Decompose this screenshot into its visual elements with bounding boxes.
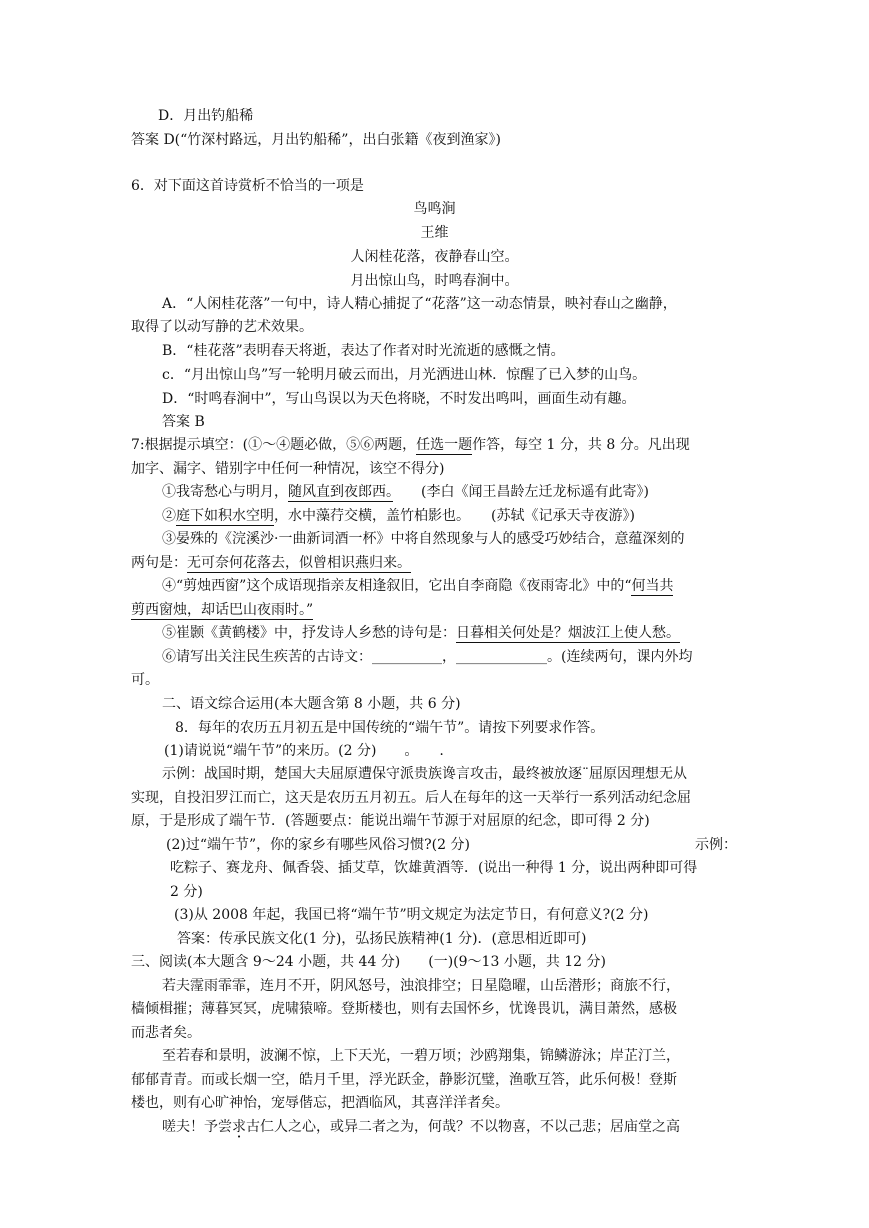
question-7-intro	[131, 435, 690, 455]
section-heading: 三、阅读(本大题含 9～24 小题，共 44 分) (一)(9～13 小题，共 12 分)	[131, 954, 606, 970]
fill-item-6: ⑥请写出关注民生疾苦的古诗文：__________，_____________。(连续两句，课内外均	[162, 649, 693, 665]
prompt-text: ②	[162, 508, 176, 524]
source-text: (李白《闻王昌龄左迁龙标遥有此寄》)	[393, 484, 649, 500]
option-d: D．月出钓船稀	[158, 108, 254, 124]
answer-text: 答案 D(“竹深村路远，月出钓船稀”，出白张籍《夜到渔家》)	[131, 132, 501, 148]
intro-part: 作答，每空 1 分，共 8 分。凡出现	[472, 437, 690, 453]
prompt-text: ⑤崔颢《黄鹤楼》中，抒发诗人乡愁的诗句是：	[162, 625, 456, 641]
passage-text	[162, 1117, 680, 1137]
option-c: c．“月出惊山鸟”写一轮明月破云而出，月光洒进山林．惊醒了已入梦的山鸟。	[162, 367, 647, 383]
passage-text: 樯倾楫摧；薄暮冥冥，虎啸猿啼。登斯楼也，则有去国怀乡，忧谗畏讥，满目萧然，感极	[131, 1001, 677, 1017]
example-label: 示例：	[695, 837, 737, 853]
source-text: ，水中藻荇交横，盖竹柏影也。 (苏轼《记承天寺夜游》)	[274, 508, 635, 524]
choose-one-emphasis: 任选一题	[416, 437, 473, 453]
option-a-cont: 取得了以动写静的艺术效果。	[131, 319, 313, 335]
example-text: 2 分)	[170, 884, 203, 900]
passage-text: 至若春和景明，波澜不惊，上下天光，一碧万顷；沙鸥翔集，锦鳞游泳；岸芷汀兰，	[162, 1048, 680, 1064]
fill-item-4	[162, 576, 673, 596]
passage-text: 而悲者矣。	[131, 1025, 201, 1041]
poem-line: 月出惊山鸟，时鸣春涧中。	[350, 273, 519, 289]
passage-part: 嗟夫！予尝	[162, 1119, 232, 1135]
prompt-text: ④“剪烛西窗”这个成语现指亲友相逢叙旧，它出自李商隐《夜雨寄北》中的“	[162, 578, 632, 594]
sub-question-2: (2)过“端午节”，你的家乡有哪些风俗习惯?(2 分)	[166, 837, 470, 853]
fill-item-5	[162, 623, 680, 643]
option-b: B．“桂花落”表明春天将逝，表达了作者对时光流逝的感慨之情。	[162, 343, 565, 359]
filled-answer: 何当共	[631, 578, 674, 594]
section-heading: 二、语文综合运用(本大题含第 8 小题，共 6 分)	[162, 696, 461, 712]
fill-item-2	[162, 506, 635, 526]
fill-item-1	[162, 482, 649, 502]
passage-text: 郁郁青青。而或长烟一空，皓月千里，浮光跃金，静影沉璧，渔歌互答，此乐何极！登斯	[131, 1072, 677, 1088]
filled-answer: 剪西窗烛，却话巴山夜雨时。”	[131, 602, 314, 618]
poem-title: 鸟鸣涧	[413, 201, 456, 217]
question-6: 6．对下面这首诗赏析不恰当的一项是	[131, 178, 364, 194]
passage-part: 古仁人之心，或异二者之为，何哉？不以物喜，不以己悲；居庙堂之高	[246, 1119, 680, 1135]
example-text: 原，于是形成了端午节．(答题要点：能说出端午节源于对屈原的纪念，即可得 2 分)	[131, 813, 650, 829]
question-8: 8．每年的农历五月初五是中国传统的“端午节”。请按下列要求作答。	[175, 720, 605, 736]
fill-item-3-cont	[131, 553, 411, 573]
example-text: 吃粽子、赛龙舟、佩香袋、插艾草，饮雄黄酒等．(说出一种得 1 分，说出两种即可得	[170, 860, 698, 876]
fill-item-6-cont: 可。	[131, 672, 159, 688]
answer-text: 答案 B	[162, 414, 205, 430]
option-a: A．“人闲桂花落”一句中，诗人精心捕捉了“花落”这一动态情景，映衬春山之幽静，	[162, 296, 677, 312]
prompt-text: 两句是：	[131, 555, 187, 571]
poem-author: 王维	[420, 225, 449, 241]
answer-text: 答案：传承民族文化(1 分)，弘扬民族精神(1 分)．(意思相近即可)	[177, 931, 587, 947]
passage-text: 若夫霪雨霏霏，连月不开，阴风怒号，浊浪排空；日星隐曜，山岳潜形；商旅不行，	[162, 978, 680, 994]
dotted-character: 求	[232, 1119, 246, 1135]
sub-question-1: (1)请说说“端午节”的来历。(2 分) 。 .	[164, 743, 444, 759]
passage-text: 楼也，则有心旷神怡，宠辱偕忘，把酒临风，其喜洋洋者矣。	[131, 1095, 509, 1111]
fill-item-3: ③晏殊的《浣溪沙·一曲新词酒一杯》中将自然现象与人的感受巧妙结合，意蕴深刻的	[162, 531, 685, 547]
prompt-text: ①我寄愁心与明月，	[162, 484, 288, 500]
example-text: 示例：战国时期，楚国大夫屈原遭保守派贵族谗言攻击，最终被放逐¨屈原因理想无从	[162, 766, 687, 782]
intro-part: 7:根据提示填空：(①～④题必做，⑤⑥两题，	[131, 437, 417, 453]
filled-answer: 日暮相关何处是？烟波江上使人愁。	[456, 625, 680, 641]
poem-line: 人闲桂花落，夜静春山空。	[350, 249, 519, 265]
fill-item-4-cont	[131, 600, 313, 620]
filled-answer: 无可奈何花落去，似曾相识燕归来。	[187, 555, 411, 571]
filled-answer: 随风直到夜郎西。	[288, 484, 393, 500]
example-text: 实现，自投汨罗江而亡，这天是农历五月初五。后人在每年的这一天举行一系列活动纪念屈	[131, 790, 691, 806]
sub-question-3: (3)从 2008 年起，我国已将“端午节”明文规定为法定节日，有何意义?(2 分)	[174, 907, 649, 923]
filled-answer: 庭下如积水空明	[176, 508, 274, 524]
option-d: D．“时鸣春涧中”，写山鸟误以为天色将晓，不时发出鸣叫，画面生动有趣。	[162, 391, 636, 407]
question-7-intro-cont: 加字、漏字、错别字中任何一种情况，该空不得分)	[131, 461, 445, 477]
